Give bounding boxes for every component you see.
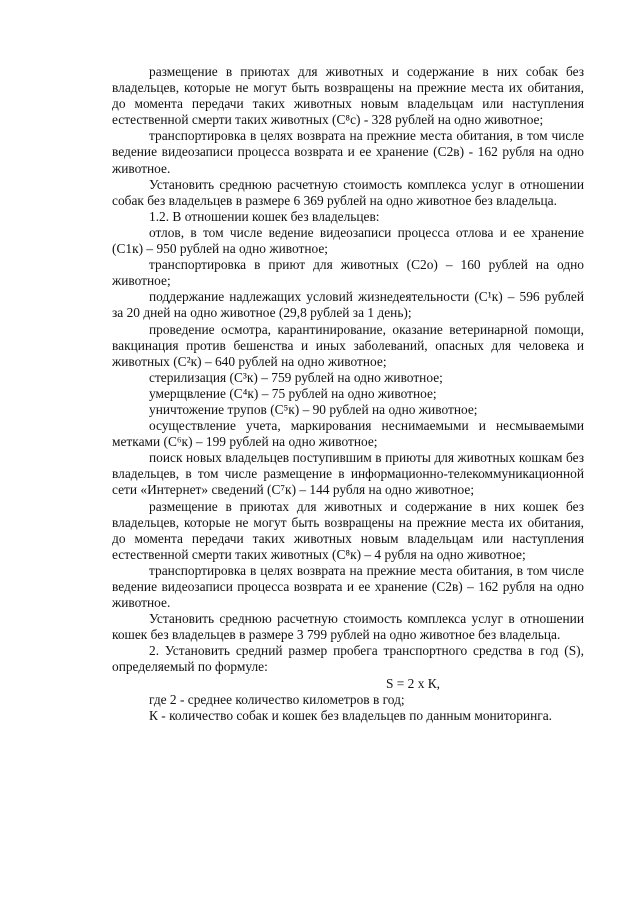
document-body bbox=[112, 64, 584, 724]
paragraph-cat-transport-shelter: транспортировка в приют для животных (С2о) – 160 рублей на одно животное; bbox=[112, 257, 584, 289]
paragraph-cat-new-owners: поиск новых владельцев поступившим в приюты для животных кошкам без владельцев, в том числе размещение в информационно-телекоммуникационной сети «Интернет» сведений (С⁷к) – 144 рубля на одно животное; bbox=[112, 450, 584, 498]
paragraph-dog-total-cost: Установить среднюю расчетную стоимость комплекса услуг в отношении собак без владельцев в размере 6 369 рублей на одно животное без владельца. bbox=[112, 176, 584, 208]
definition-animal-count: К - количество собак и кошек без владельцев по данным мониторинга. bbox=[149, 707, 553, 723]
paragraph-cat-shelter-housing: размещение в приютах для животных и содержание в них кошек без владельцев, которые не могут быть возвращены на прежние места их обитания, до момента передачи таких животных новым владельцам или наступления естественной смерти таких животных (С⁸к) – 4 рубля на одно животное; bbox=[112, 498, 584, 562]
paragraph-dog-shelter-housing: размещение в приютах для животных и содержание в них собак без владельцев, которые не могут быть возвращены на прежние места их обитания, до момента передачи таких животных новым владельцам или наступления естественной смерти таких животных (C⁸c) - 328 рублей на одно животное; bbox=[112, 64, 584, 128]
paragraph-cat-veterinary: проведение осмотра, карантинирование, оказание ветеринарной помощи, вакцинация против бешенства и иных заболеваний, опасных для человека и животных (С²к) – 640 рублей на одно животное; bbox=[112, 321, 584, 369]
paragraph-cat-sterilization: стерилизация (С³к) – 759 рублей на одно животное; bbox=[149, 369, 443, 385]
paragraph-dog-return-transport: транспортировка в целях возврата на прежние места обитания, в том числе ведение видеозаписи процесса возврата и ее хранение (С2в) - 162 рубля на одно животное. bbox=[112, 128, 584, 176]
paragraph-mileage-intro: 2. Установить средний размер пробега транспортного средства в год (S), определяемый по формуле: bbox=[112, 643, 584, 675]
paragraph-cat-return-transport: транспортировка в целях возврата на прежние места обитания, в том числе ведение видеозаписи процесса возврата и ее хранение (С2в) – 162 рубля на одно животное. bbox=[112, 562, 584, 611]
paragraph-cat-disposal: уничтожение трупов (С⁵к) – 90 рублей на одно животное; bbox=[149, 401, 478, 417]
paragraph-cat-capture: отлов, в том числе ведение видеозаписи процесса отлова и ее хранение (С1к) – 950 рублей на одно животное; bbox=[112, 224, 584, 257]
paragraph-cat-euthanasia: умерщвление (С⁴к) – 75 рублей на одно животное; bbox=[149, 385, 437, 401]
mileage-formula: S = 2 х К, bbox=[385, 675, 441, 691]
paragraph-cat-maintenance: поддержание надлежащих условий жизнедеятельности (С¹к) – 596 рублей за 20 дней на одно животное (29,8 рублей за 1 день); bbox=[112, 289, 584, 321]
paragraph-cats-heading: 1.2. В отношении кошек без владельцев: bbox=[149, 208, 380, 224]
paragraph-cat-marking: осуществление учета, маркирования неснимаемыми и несмываемыми метками (С⁶к) – 199 рублей на одно животное; bbox=[112, 418, 584, 450]
paragraph-cat-total-cost: Установить среднюю расчетную стоимость комплекса услуг в отношении кошек без владельцев в размере 3 799 рублей на одно животное без владельца. bbox=[112, 611, 584, 643]
definition-coefficient: где 2 - среднее количество километров в год; bbox=[149, 691, 405, 707]
